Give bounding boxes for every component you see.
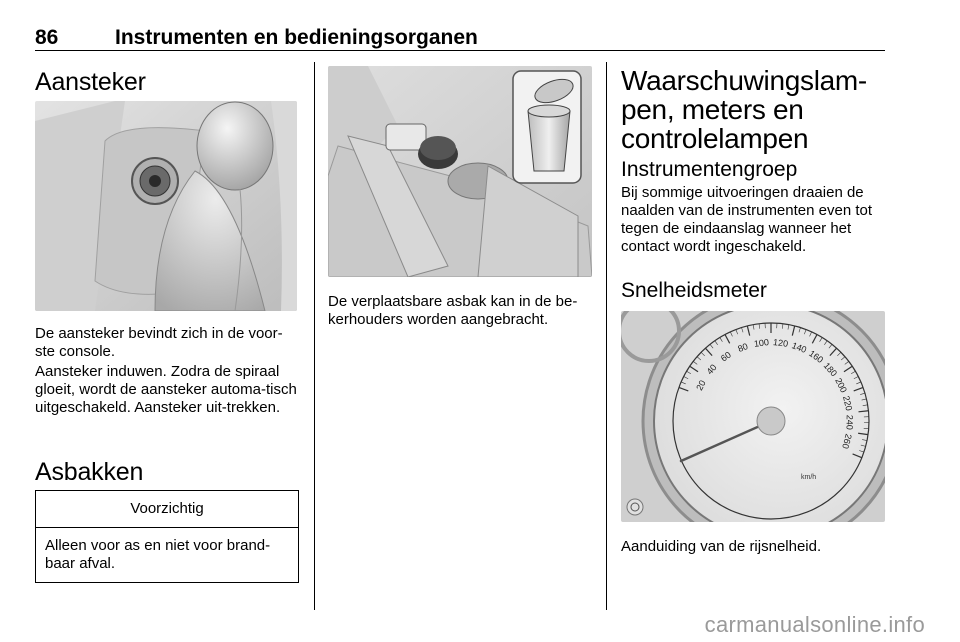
- speedometer-unit: km/h: [801, 474, 817, 481]
- heading-asbakken: Asbakken: [35, 458, 144, 486]
- speedometer-label: 120: [772, 337, 789, 349]
- chapter-title: Instrumenten en bedieningsorganen: [115, 26, 478, 49]
- heading-instrument-cluster: Instrumentengroep: [621, 158, 798, 181]
- speedometer-label: 20: [694, 378, 708, 393]
- speedometer-label: 80: [736, 341, 750, 355]
- heading-speedometer: Snelheidsmeter: [621, 279, 767, 302]
- speedometer-label: 60: [718, 349, 733, 364]
- speedometer-label: 100: [753, 337, 770, 349]
- lighter-location-text: De aansteker bevindt zich in de voor-ste console.: [35, 325, 283, 360]
- speedometer-label: 240: [844, 414, 855, 430]
- watermark: carmanualsonline.info: [704, 612, 925, 637]
- figure-ashtray: [328, 66, 592, 277]
- column-divider-left: [314, 62, 315, 610]
- caution-box: [35, 490, 299, 583]
- speedometer-illustration: [621, 311, 885, 522]
- instrument-cluster-text: Bij sommige uitvoeringen draaien de naalden van de instrumenten even tot tegen de eindaanslag wanneer het contact wordt ingeschakeld.: [621, 184, 873, 255]
- header-rule: [35, 50, 885, 51]
- page-number: 86: [35, 26, 59, 49]
- speedometer-label: 180: [821, 360, 840, 379]
- speedometer-label: 220: [841, 394, 855, 412]
- ashtray-illustration: [328, 66, 592, 277]
- speedometer-label: 140: [790, 340, 808, 355]
- heading-aansteker: Aansteker: [35, 68, 146, 96]
- ashtray-caption: De verplaatsbare asbak kan in de be-kerhouders worden aangebracht.: [328, 293, 578, 328]
- speedometer-caption: Aanduiding van de rijsnelheid.: [621, 538, 822, 555]
- heading-warning-lamps: Waarschuwingslam-pen, meters en controlelampen: [621, 65, 867, 154]
- speedometer-label: 200: [833, 376, 849, 395]
- caution-title: Voorzichtig: [36, 491, 298, 528]
- caution-text: Alleen voor as en niet voor brand-baar afval.: [45, 537, 271, 572]
- lighter-usage-text: Aansteker induwen. Zodra de spiraal gloeit, wordt de aansteker automa-tisch uitgeschakeld. Aansteker uit-trekken.: [35, 363, 297, 416]
- speedometer-label: 260: [840, 432, 854, 450]
- lighter-illustration: [35, 101, 297, 311]
- needle-hub: [757, 407, 785, 435]
- speedometer-label: 160: [807, 348, 826, 365]
- column-divider-right: [606, 62, 607, 610]
- figure-cigarette-lighter: [35, 101, 297, 311]
- speedometer-label: 40: [704, 362, 719, 377]
- figure-speedometer: [621, 311, 885, 522]
